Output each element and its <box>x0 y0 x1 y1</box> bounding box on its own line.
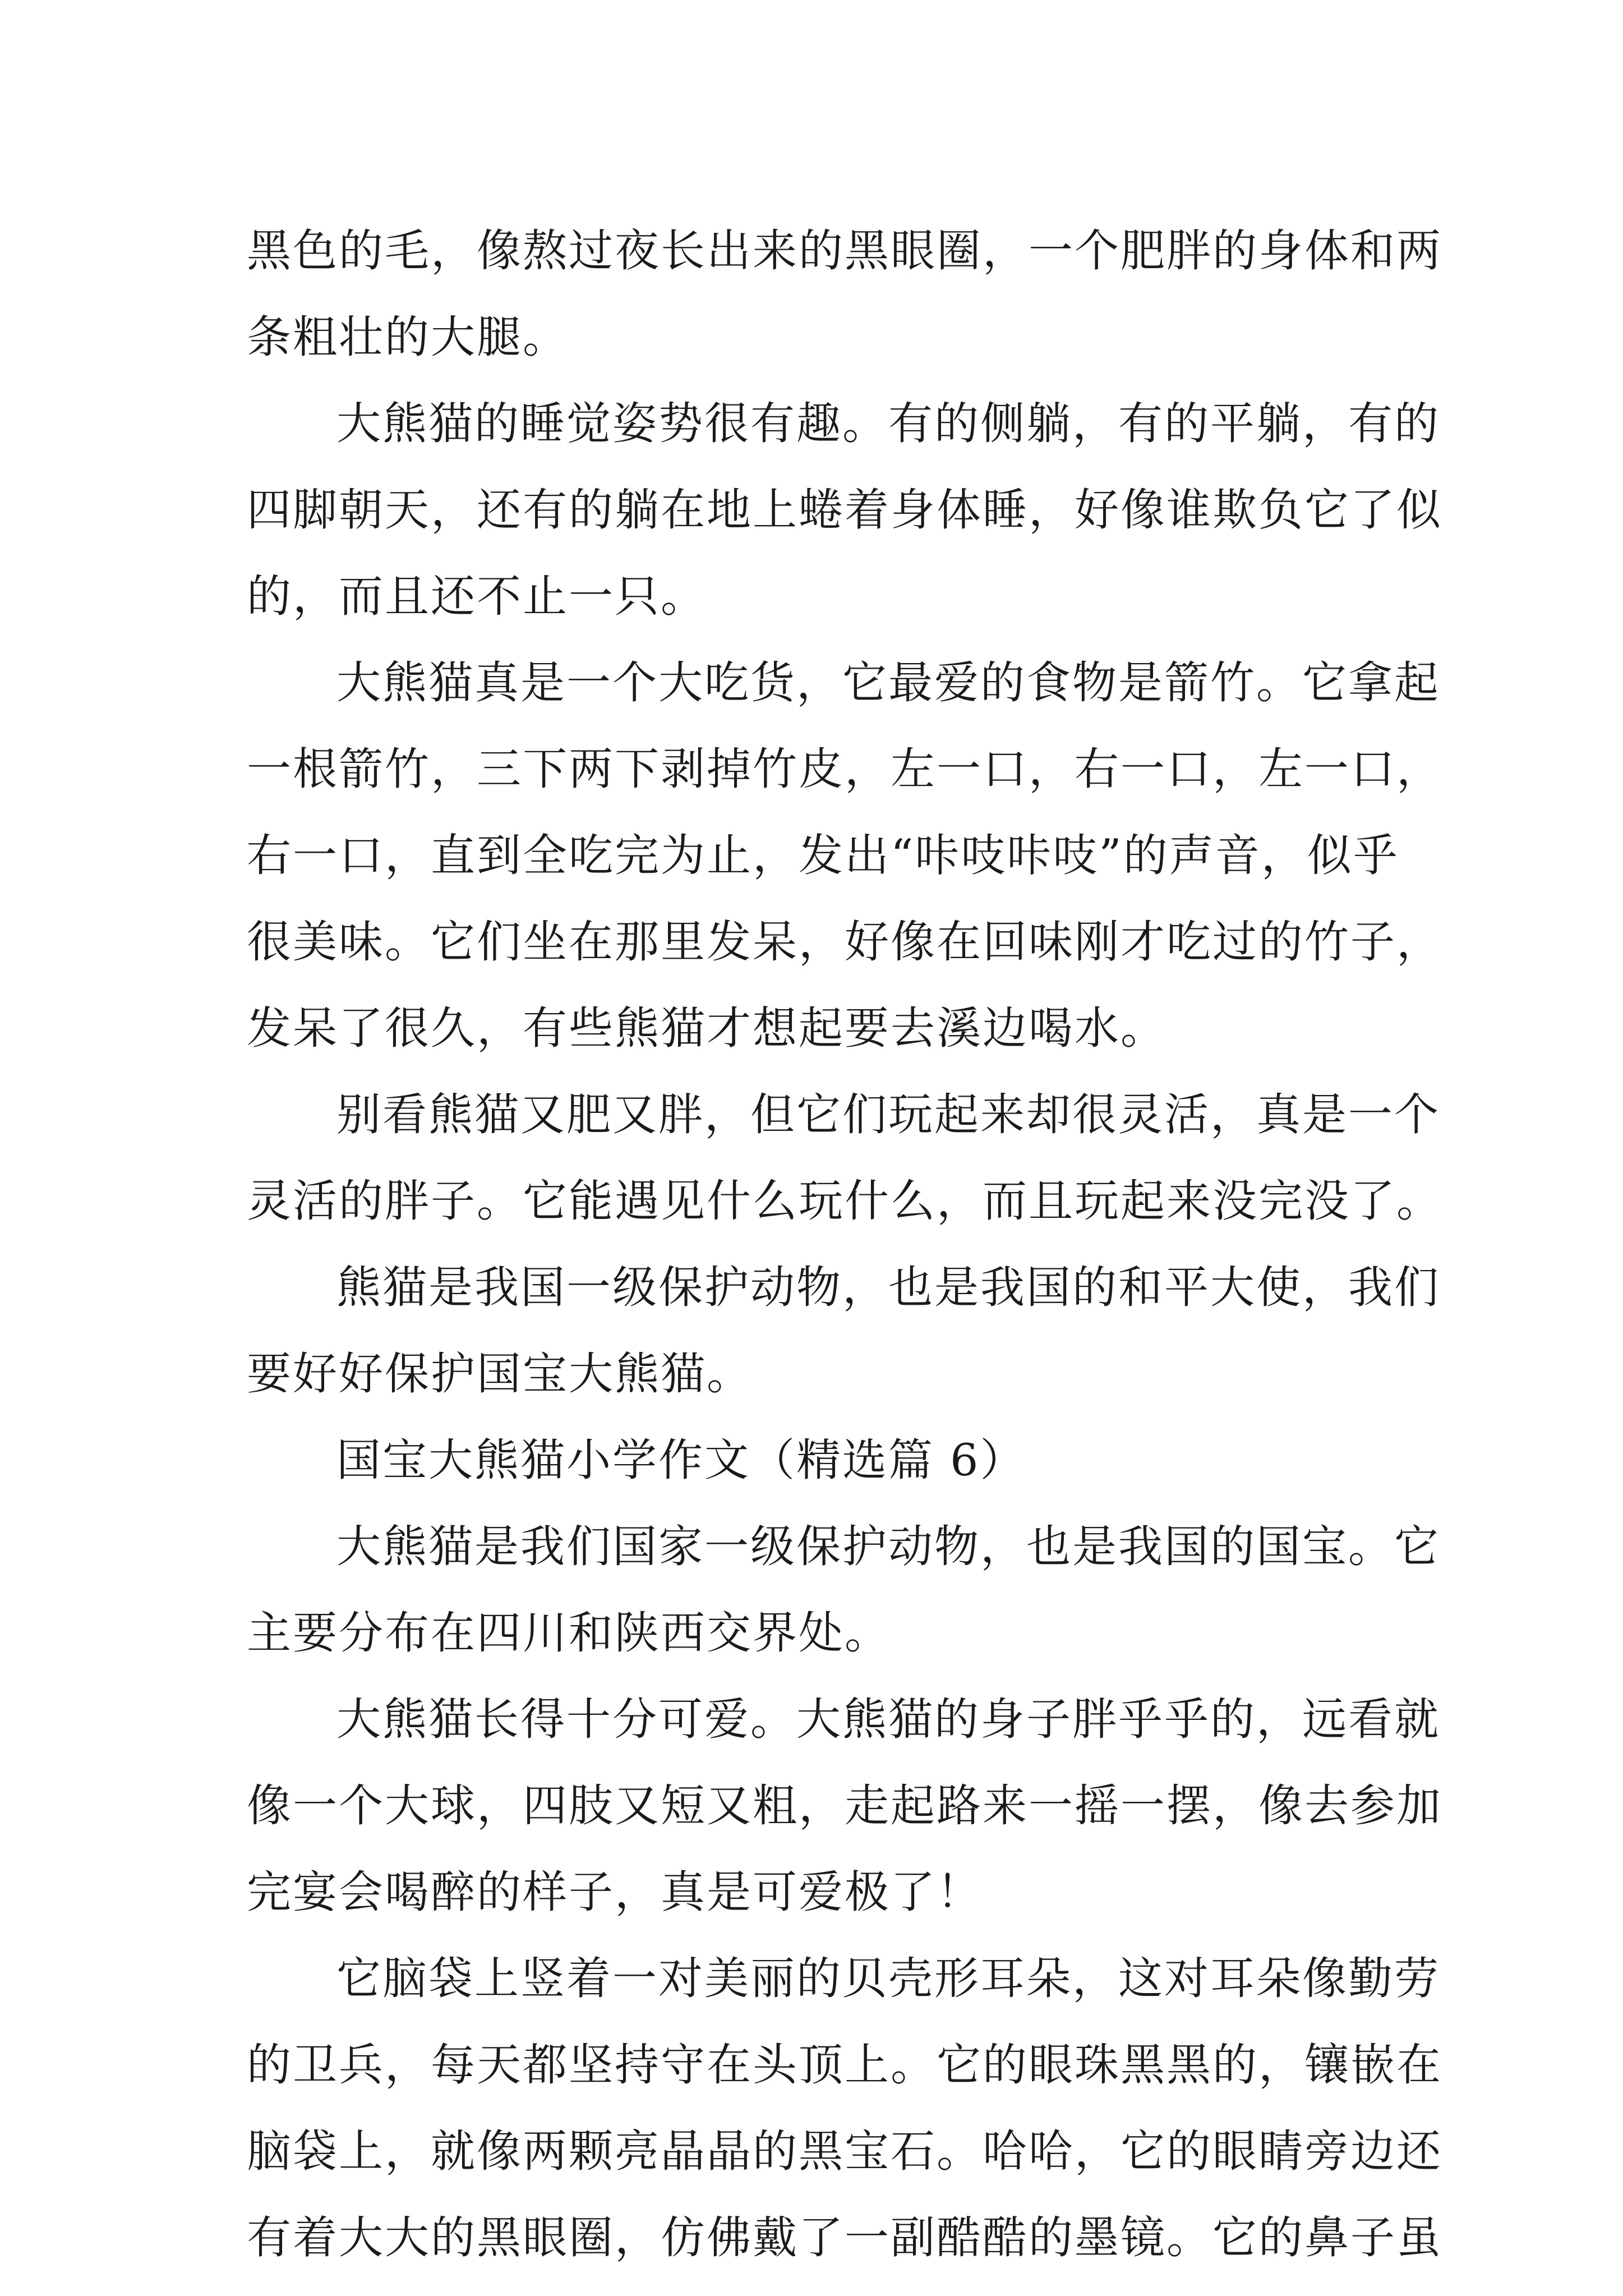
text-line: 的，而且还不止一只。 <box>247 570 707 622</box>
text-line: 熊猫是我国一级保护动物，也是我国的和平大使，我们 <box>336 1262 1440 1313</box>
document-body <box>247 208 1442 2281</box>
section-heading: 国宝大熊猫小学作文（精选篇 6） <box>336 1434 1026 1486</box>
text-line: 脑袋上，就像两颗亮晶晶的黑宝石。哈哈，它的眼睛旁边还 <box>247 2125 1442 2177</box>
text-line: 四脚朝天，还有的躺在地上蜷着身体睡，好像谁欺负它了似 <box>247 484 1442 536</box>
text-line: 很美味。它们坐在那里发呆，好像在回味刚才吃过的竹子， <box>247 916 1442 968</box>
text-line: 像一个大球，四肢又短又粗，走起路来一摇一摆，像去参加 <box>247 1780 1442 1832</box>
text-line: 有着大大的黑眼圈，仿佛戴了一副酷酷的墨镜。它的鼻子虽 <box>247 2212 1442 2263</box>
text-line: 要好好保护国宝大熊猫。 <box>247 1348 753 1400</box>
text-line: 别看熊猫又肥又胖，但它们玩起来却很灵活，真是一个 <box>336 1089 1440 1140</box>
text-line: 主要分布在四川和陕西交界处。 <box>247 1607 891 1659</box>
text-line: 一根箭竹，三下两下剥掉竹皮，左一口，右一口，左一口， <box>247 743 1442 795</box>
text-line: 条粗壮的大腿。 <box>247 311 569 363</box>
text-line: 大熊猫真是一个大吃货，它最爱的食物是箭竹。它拿起 <box>336 657 1440 708</box>
text-line: 大熊猫长得十分可爱。大熊猫的身子胖乎乎的，远看就 <box>336 1694 1440 1745</box>
text-line: 的卫兵，每天都坚持守在头顶上。它的眼珠黑黑的，镶嵌在 <box>247 2039 1442 2091</box>
text-line: 大熊猫是我们国家一级保护动物，也是我国的国宝。它 <box>336 1521 1440 1572</box>
text-line: 大熊猫的睡觉姿势很有趣。有的侧躺，有的平躺，有的 <box>336 398 1440 449</box>
text-line: 发呆了很久，有些熊猫才想起要去溪边喝水。 <box>247 1002 1166 1054</box>
text-line: 灵活的胖子。它能遇见什么玩什么，而且玩起来没完没了。 <box>247 1175 1442 1227</box>
text-line: 右一口，直到全吃完为止，发出“咔吱咔吱”的声音，似乎 <box>247 830 1399 881</box>
text-line: 它脑袋上竖着一对美丽的贝壳形耳朵，这对耳朵像勤劳 <box>336 1953 1440 2004</box>
text-line: 黑色的毛，像熬过夜长出来的黑眼圈，一个肥胖的身体和两 <box>247 225 1442 277</box>
text-line: 完宴会喝醉的样子，真是可爱极了！ <box>247 1866 983 1918</box>
